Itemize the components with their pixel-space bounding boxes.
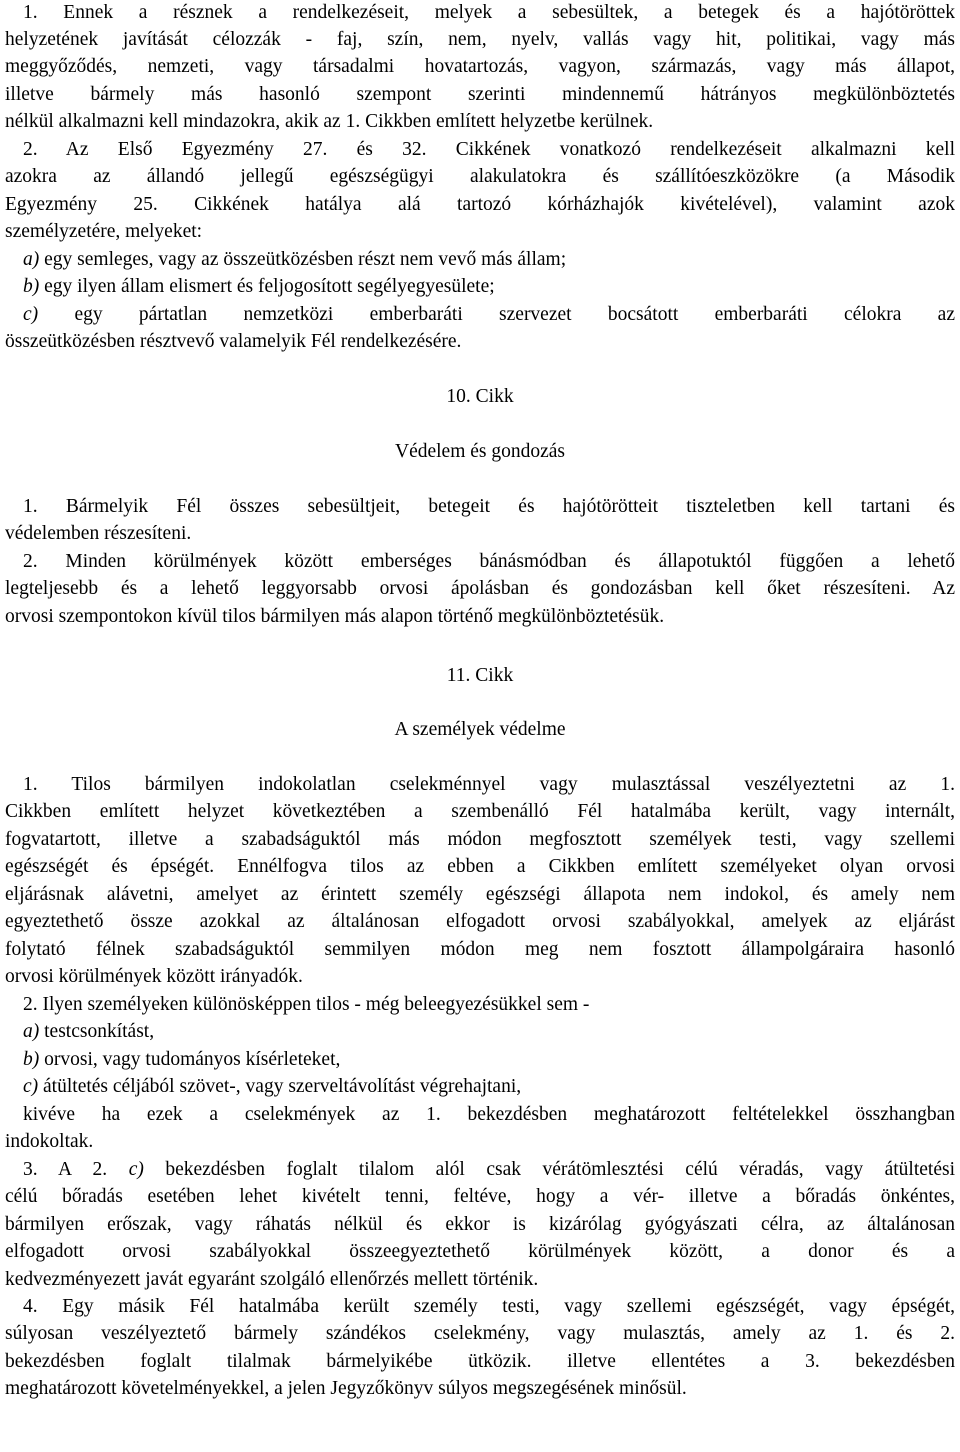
text-line [5, 1348, 955, 1376]
text-line [5, 798, 955, 826]
text-line [23, 0, 955, 27]
section-heading [0, 662, 960, 690]
line-text: személyzetére, melyeket: [5, 221, 203, 242]
text-line [5, 1375, 955, 1403]
list-marker: b) [23, 1049, 40, 1070]
line-text: súlyosan veszélyeztető bármely szándékos cselekmény, vagy mulasztás, amely az 1. és 2. [5, 1323, 955, 1344]
section-heading [0, 716, 960, 744]
text-line [23, 246, 955, 274]
text-line [23, 1101, 955, 1129]
text-line [5, 1266, 955, 1294]
text-line [5, 963, 955, 991]
text-line [5, 1211, 955, 1239]
text-line [5, 603, 955, 631]
line-text: meggyőződés, nemzeti, vagy társadalmi hovatartozás, vagyon, származás, vagy más állapot, [5, 56, 955, 77]
text-line [5, 1183, 955, 1211]
line-text: átültetés céljából szövet-, vagy szerveltávolítást végrehajtani, [38, 1076, 522, 1097]
text-line [5, 108, 955, 136]
text-line [5, 1128, 955, 1156]
text-line [5, 908, 955, 936]
text-line [5, 328, 955, 356]
line-text: egy pártatlan nemzetközi emberbaráti szervezet bocsátott emberbaráti célokra az [38, 304, 955, 325]
line-text: 10. Cikk [446, 386, 514, 407]
text-line [23, 548, 955, 576]
text-line [5, 163, 955, 191]
text-line [23, 301, 955, 329]
text-line [5, 53, 955, 81]
text-line [5, 575, 955, 603]
text-line [5, 218, 955, 246]
text-line [5, 826, 955, 854]
line-text: nélkül alkalmazni kell mindazokra, akik az 1. Cikkben említett helyzetbe kerülnek. [5, 111, 654, 132]
text-line [23, 273, 955, 301]
line-text: illetve bármely más hasonló szempont szerinti mindennemű hátrányos megkülönböztetés [5, 84, 955, 105]
line-text: testcsonkítást, [39, 1021, 155, 1042]
text-line [5, 191, 955, 219]
line-text: 11. Cikk [446, 665, 514, 686]
line-text: A személyek védelme [394, 719, 566, 740]
text-line [23, 1046, 955, 1074]
line-text: 2. Minden körülmények között emberséges bánásmódban és állapotuktól függően a lehető [23, 551, 955, 572]
line-text: védelemben részesíteni. [5, 523, 192, 544]
text-line [23, 991, 955, 1019]
line-text: bekezdésben foglalt tilalom alól csak vérátömlesztési célú véradás, vagy átültetési [143, 1159, 955, 1180]
text-line [23, 1293, 955, 1321]
line-text: 1. Bármelyik Fél összes sebesültjeit, betegeit és hajótörötteit tiszteletben kell tartani és [23, 496, 955, 517]
text-line [5, 881, 955, 909]
text-line [5, 520, 955, 548]
list-marker: a) [23, 249, 40, 270]
text-line [5, 26, 955, 54]
line-text: bármilyen erőszak, vagy ráhatás nélkül és ekkor is kizárólag gyógyászati célra, az általánosan [5, 1214, 955, 1235]
text-line [23, 136, 955, 164]
text-line [5, 853, 955, 881]
line-text: egy semleges, vagy az összeütközésben részt nem vevő más állam; [39, 249, 567, 270]
list-marker: c) [23, 1076, 39, 1097]
line-text: Egyezmény 25. Cikkének hatálya alá tartozó kórházhajók kivételével), valamint azok [5, 194, 955, 215]
text-line [5, 81, 955, 109]
line-text: helyzetének javítását célozzák - faj, szín, nem, nyelv, vallás vagy hit, politikai, vagy más [5, 29, 955, 50]
line-text: kedvezményezett javát egyaránt szolgáló ellenőrzés mellett történik. [5, 1269, 539, 1290]
text-line [23, 1156, 955, 1184]
line-text: legteljesebb és a lehető leggyorsabb orvosi ápolásban és gondozásban kell őket részesíteni. Az [5, 578, 955, 599]
line-text: Védelem és gondozás [394, 441, 566, 462]
text-line [5, 936, 955, 964]
line-text: egy ilyen állam elismert és feljogosított segélyegyesülete; [39, 276, 495, 297]
list-marker: c) [128, 1159, 144, 1180]
line-text: egyeztethető össze azokkal az általánosan elfogadott orvosi szabályokkal, amelyek az eljárást [5, 911, 955, 932]
line-text: 2. Ilyen személyeken különösképpen tilos - még beleegyezésükkel sem - [23, 994, 590, 1015]
line-text: 4. Egy másik Fél hatalmába került személy testi, vagy szellemi egészségét, vagy épségét, [23, 1296, 955, 1317]
text-line [23, 1018, 955, 1046]
list-marker: a) [23, 1021, 40, 1042]
line-text: egészségét és épségét. Ennélfogva tilos az ebben a Cikkben említett személyeket olyan orvosi [5, 856, 955, 877]
line-text: azokra az állandó jellegű egészségügyi alakulatokra és szállítóeszközökre (a Második [5, 166, 955, 187]
line-text: eljárásnak alávetni, amelyet az érintett személy egészségi állapota nem indokol, és amely nem [5, 884, 955, 905]
section-heading [0, 438, 960, 466]
line-text: 1. Ennek a résznek a rendelkezéseit, melyek a sebesültek, a betegek és a hajótöröttek [23, 2, 955, 23]
line-text: orvosi körülmények között irányadók. [5, 966, 303, 987]
text-line [5, 1238, 955, 1266]
line-text: 3. A 2. [23, 1159, 129, 1180]
line-text: 2. Az Első Egyezmény 27. és 32. Cikkének vonatkozó rendelkezéseit alkalmazni kell [23, 139, 955, 160]
line-text: kivéve ha ezek a cselekmények az 1. bekezdésben meghatározott feltételekkel összhangban [23, 1104, 955, 1125]
section-heading [0, 383, 960, 411]
line-text: elfogadott orvosi szabályokkal összeegyeztethető körülmények között, a donor és a [5, 1241, 955, 1262]
line-text: összeütközésben résztvevő valamelyik Fél rendelkezésére. [5, 331, 462, 352]
list-marker: c) [23, 304, 39, 325]
line-text: 1. Tilos bármilyen indokolatlan cselekménnyel vagy mulasztással veszélyeztetni az 1. [23, 774, 955, 795]
line-text: Cikkben említett helyzet következtében a szembenálló Fél hatalmába került, vagy internált, [5, 801, 955, 822]
line-text: orvosi, vagy tudományos kísérleteket, [39, 1049, 341, 1070]
line-text: orvosi szempontokon kívül tilos bármilyen más alapon történő megkülönböztetésük. [5, 606, 665, 627]
line-text: folytató félnek szabadságuktól semmilyen módon meg nem fosztott állampolgáraira hasonló [5, 939, 955, 960]
line-text: indokoltak. [5, 1131, 94, 1152]
line-text: meghatározott követelményekkel, a jelen Jegyzőkönyv súlyos megszegésének minősül. [5, 1378, 687, 1399]
text-line [23, 1073, 955, 1101]
line-text: célú bőradás esetében lehet kivételt tenni, feltéve, hogy a vér- illetve a bőradás önkéntes, [5, 1186, 955, 1207]
text-line [23, 771, 955, 799]
text-line [23, 493, 955, 521]
text-line [5, 1320, 955, 1348]
line-text: bekezdésben foglalt tilalmak bármelyikébe ütközik. illetve ellentétes a 3. bekezdésben [5, 1351, 955, 1372]
line-text: fogvatartott, illetve a szabadságuktól más módon megfosztott személyek testi, vagy szellemi [5, 829, 955, 850]
list-marker: b) [23, 276, 40, 297]
